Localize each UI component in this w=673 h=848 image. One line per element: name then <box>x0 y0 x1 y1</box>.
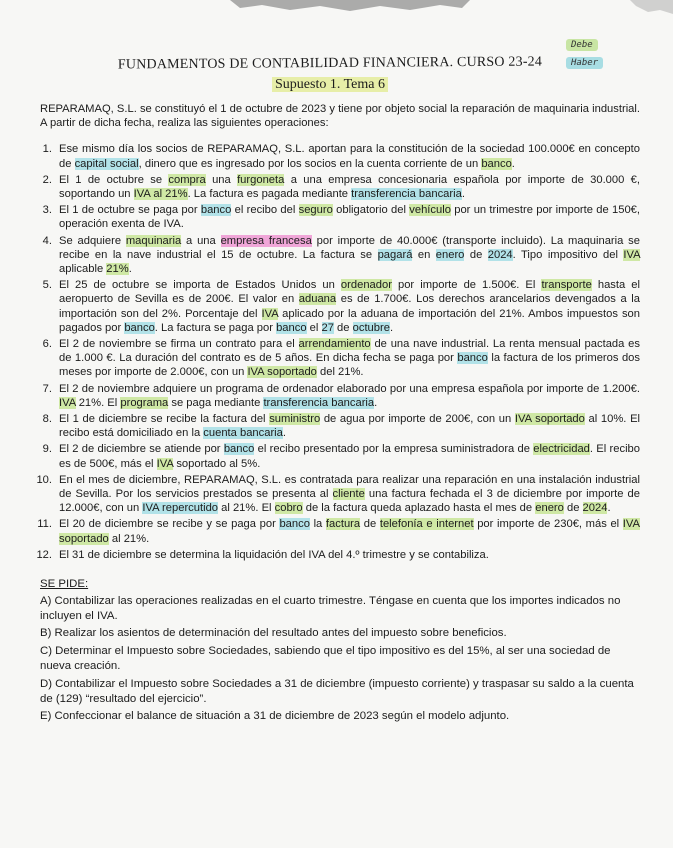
operation-text: la factura de los primeros dos meses por importe de 2.000€, con un <box>59 352 640 379</box>
operation-number: 11. <box>37 518 52 531</box>
highlighted-term: 2024 <box>582 502 608 515</box>
operation-text: de <box>464 248 488 261</box>
requirement-item: E) Confeccionar el balance de situación a 31 de diciembre de 2023 según el modelo adjunto. <box>40 710 510 723</box>
operation-item <box>40 412 640 440</box>
exercise-subtitle-text: Supuesto 1. Tema 6 <box>272 77 388 92</box>
operation-item <box>36 473 640 516</box>
operation-number: 5. <box>42 279 52 292</box>
highlighted-term: furgoneta <box>237 173 285 186</box>
highlighted-term: 21% <box>106 263 129 276</box>
operation-text: la <box>309 518 326 531</box>
operation-text: . La factura se paga por <box>154 321 277 334</box>
operation-text: aplicado por la aduana de importación del 21%. Ambos impuestos son pagados por <box>59 307 640 334</box>
highlighted-term: 2024 <box>487 248 513 261</box>
highlighted-term: factura <box>325 518 361 531</box>
operation-text: por un trimestre por importe de 150€, operación exenta de IVA. <box>59 204 641 231</box>
operation-text: por importe de 40.000€ (transporte incluido). La maquinaria se recibe en la nave industrial el 15 de octubre. La factura se <box>59 234 641 261</box>
legend-debe <box>566 34 598 52</box>
operation-text: . El recibo es de 500€, más el <box>59 443 640 470</box>
operation-text: hasta el aeropuerto de Sevilla es de 200€. El valor en <box>59 279 640 306</box>
highlighted-term: aduana <box>298 293 337 306</box>
torn-paper-edge <box>0 0 673 18</box>
operation-text: , dinero que es ingresado por los socios en la cuenta corriente de un <box>138 157 482 170</box>
operation-text: . <box>389 321 394 334</box>
operation-text: por importe de 1.500€. El <box>391 279 542 292</box>
highlighted-term: IVA <box>156 457 174 470</box>
exercise-subtitle <box>100 77 560 93</box>
operation-item <box>40 382 640 410</box>
highlighted-term: banco <box>276 321 307 334</box>
operation-text: de <box>360 518 380 531</box>
legend-haber-label: Haber <box>566 57 603 69</box>
operation-text: El 1 de diciembre se recibe la factura del <box>59 413 270 426</box>
operation-text: El 2 de diciembre se atiende por <box>59 443 224 456</box>
operation-text: El 20 de diciembre se recibe y se paga por <box>59 518 280 531</box>
legend-haber <box>566 52 603 70</box>
highlighted-term: banco <box>223 443 255 456</box>
operation-text: El 31 de diciembre se determina la liquidación del IVA del 4.º trimestre y se contabiliza. <box>59 548 489 561</box>
course-title: FUNDAMENTOS DE CONTABILIDAD FINANCIERA. CURSO 23-24 <box>117 54 543 73</box>
highlighted-term: banco <box>481 157 512 170</box>
operation-text: de <box>333 321 353 334</box>
operation-text: de <box>563 502 583 515</box>
requirements-section <box>40 577 640 725</box>
operation-text: Ese mismo día los socios de REPARAMAQ, S.L. aportan para la constitución de la sociedad 100.000€ en concepto de <box>59 143 640 170</box>
operation-text: 21%. El <box>75 396 121 409</box>
operation-item <box>40 203 640 231</box>
legend-debe-label: Debe <box>566 39 598 51</box>
intro-paragraph: REPARAMAQ, S.L. se constituyó el 1 de octubre de 2023 y tiene por objeto social la reparación de maquinaria industrial. A partir de dicha fecha, realiza las siguientes operaciones: <box>40 103 640 130</box>
operation-number: 7. <box>42 382 52 395</box>
operation-text: El 1 de octubre se <box>59 173 169 186</box>
operation-text: el recibo presentado por la empresa suministradora de <box>254 443 534 456</box>
operation-text: de la factura queda aplazado hasta el mes de <box>302 502 536 515</box>
operation-text: de una nave industrial. La renta mensual pactada es de 1.000 €. La duración del contrato es de 5 años. En dicha fecha se paga por <box>59 338 640 365</box>
highlighted-term: transferencia bancaria <box>263 396 375 409</box>
highlighted-term: electricidad <box>533 443 590 456</box>
operation-text: . <box>511 157 515 170</box>
operation-text: Se adquiere <box>59 234 126 247</box>
operation-item <box>37 517 640 545</box>
operation-item <box>40 337 640 380</box>
operation-item <box>40 442 640 470</box>
document-body <box>36 102 641 727</box>
highlighted-term: IVA soportado <box>514 413 585 426</box>
operation-item <box>40 173 640 201</box>
highlighted-term: enero <box>535 502 564 515</box>
operation-text: el recibo del <box>231 204 299 217</box>
highlighted-term: maquinaria <box>125 234 182 247</box>
operation-text: El 2 de noviembre adquiere un programa de ordenador elaborado por una empresa española por importe de 1.200€. <box>59 382 640 395</box>
highlighted-term: IVA al 21% <box>133 188 188 201</box>
operations-list <box>36 142 641 562</box>
operation-item <box>40 278 640 335</box>
operation-text: El 2 de noviembre se firma un contrato para el <box>59 338 299 351</box>
highlighted-term: arrendamiento <box>298 338 371 351</box>
highlighted-term: cliente <box>332 488 365 501</box>
operation-text: En el mes de diciembre, REPARAMAQ, S.L. es contratada para realizar una reparación en una instalación industrial de Sevilla. Por los servicios prestados se presenta al <box>59 473 640 501</box>
highlighted-term: IVA soportado <box>59 518 640 545</box>
highlighted-term: IVA <box>261 307 279 320</box>
highlighted-term: cuenta bancaria <box>203 427 283 440</box>
highlighted-term: IVA soportado <box>247 366 317 379</box>
operation-number: 10. <box>36 473 52 486</box>
operation-text: obligatorio del <box>332 204 410 217</box>
operation-number: 9. <box>42 443 52 456</box>
requirement-item: D) Contabilizar el Impuesto sobre Sociedades a 31 de diciembre (impuesto corriente) y traspasar su saldo a la cuenta de (129) “resultado del ejercicio”. <box>40 677 634 705</box>
operation-text: . <box>461 188 465 201</box>
operation-text: por importe de 230€, más el <box>473 518 623 531</box>
operation-text: . <box>607 502 611 515</box>
operation-text: . <box>128 263 132 276</box>
highlighted-term: telefonía e internet <box>379 518 474 531</box>
highlighted-term: capital social <box>74 157 139 170</box>
operation-number: 3. <box>42 204 52 217</box>
operation-text: en <box>412 248 436 261</box>
operation-text: El 25 de octubre se importa de Estados Unidos un <box>59 279 341 292</box>
operation-item <box>40 142 640 170</box>
operation-item <box>36 548 640 562</box>
operation-text: . <box>282 427 287 440</box>
requirement-item: C) Determinar el Impuesto sobre Sociedades, sabiendo que el tipo impositivo es del 15%, al ser una sociedad de nueva creación. <box>40 644 611 673</box>
operation-text: al 21%. <box>108 532 150 545</box>
operation-number: 2. <box>42 173 52 186</box>
operation-text: del 21%. <box>316 366 364 379</box>
highlighted-term: transporte <box>541 279 592 292</box>
operation-text: una <box>205 173 238 186</box>
highlighted-term: pagará <box>377 248 413 261</box>
highlighted-term: banco <box>124 321 155 334</box>
operation-text: a una <box>181 234 221 247</box>
operation-text: El 1 de octubre se paga por <box>59 204 201 217</box>
operation-number: 12. <box>36 548 52 561</box>
highlighted-term: banco <box>457 352 488 365</box>
operation-text: al 10%. El recibo está domiciliado en la <box>59 413 641 440</box>
operation-text: . Tipo impositivo del <box>512 248 624 261</box>
operation-text: al 21%. El <box>218 502 275 515</box>
operation-number: 8. <box>42 413 52 426</box>
highlighted-term: ordenador <box>340 279 392 292</box>
operation-text: aplicable <box>59 263 107 276</box>
highlighted-term: IVA <box>623 248 640 261</box>
highlighted-term: banco <box>279 518 310 531</box>
highlighted-term: octubre <box>352 321 390 334</box>
highlighted-term: suministro <box>269 413 321 426</box>
operation-text: es de 1.700€. Los derechos arancelarios devengados a la importación son del 2%. Porcentaje del <box>59 293 640 320</box>
operation-text: soportado al 5%. <box>173 457 261 470</box>
operation-text: el <box>306 321 322 334</box>
highlighted-term: IVA <box>59 396 76 409</box>
highlighted-term: seguro <box>298 204 333 217</box>
highlighted-term: compra <box>168 173 206 186</box>
highlighted-term: cobro <box>274 502 303 515</box>
operation-text: de agua por importe de 200€, con un <box>320 413 515 426</box>
operation-text: . La factura es pagada mediante <box>187 188 352 201</box>
requirements-title: SE PIDE: <box>40 578 89 591</box>
operation-number: 1. <box>42 143 52 156</box>
operation-number: 6. <box>42 338 52 351</box>
operation-text: . <box>374 396 378 409</box>
requirement-item: B) Realizar los asientos de determinación del resultado antes del impuesto sobre beneficios. <box>40 627 507 640</box>
highlighted-term: banco <box>200 204 232 217</box>
operation-text: se paga mediante <box>168 396 264 409</box>
operation-item <box>40 234 640 277</box>
highlighted-term: enero <box>435 248 465 261</box>
highlighted-term: vehículo <box>409 204 451 217</box>
operation-text: una factura fechada el 3 de diciembre por importe de 12.000€, con un <box>59 488 640 515</box>
highlighted-term: IVA repercutido <box>142 502 219 515</box>
operation-text: a una empresa concesionaria española por importe de 30.000 €, soportando un <box>59 173 641 201</box>
highlighted-term: 27 <box>321 321 334 334</box>
highlighted-term: empresa francesa <box>220 234 312 247</box>
highlighted-term: programa <box>120 396 169 409</box>
highlighted-term: transferencia bancaria <box>351 188 462 201</box>
operation-number: 4. <box>42 234 52 247</box>
requirement-item: A) Contabilizar las operaciones realizadas en el cuarto trimestre. Téngase en cuenta que los importes indicados no incluyen el IVA. <box>40 594 621 622</box>
